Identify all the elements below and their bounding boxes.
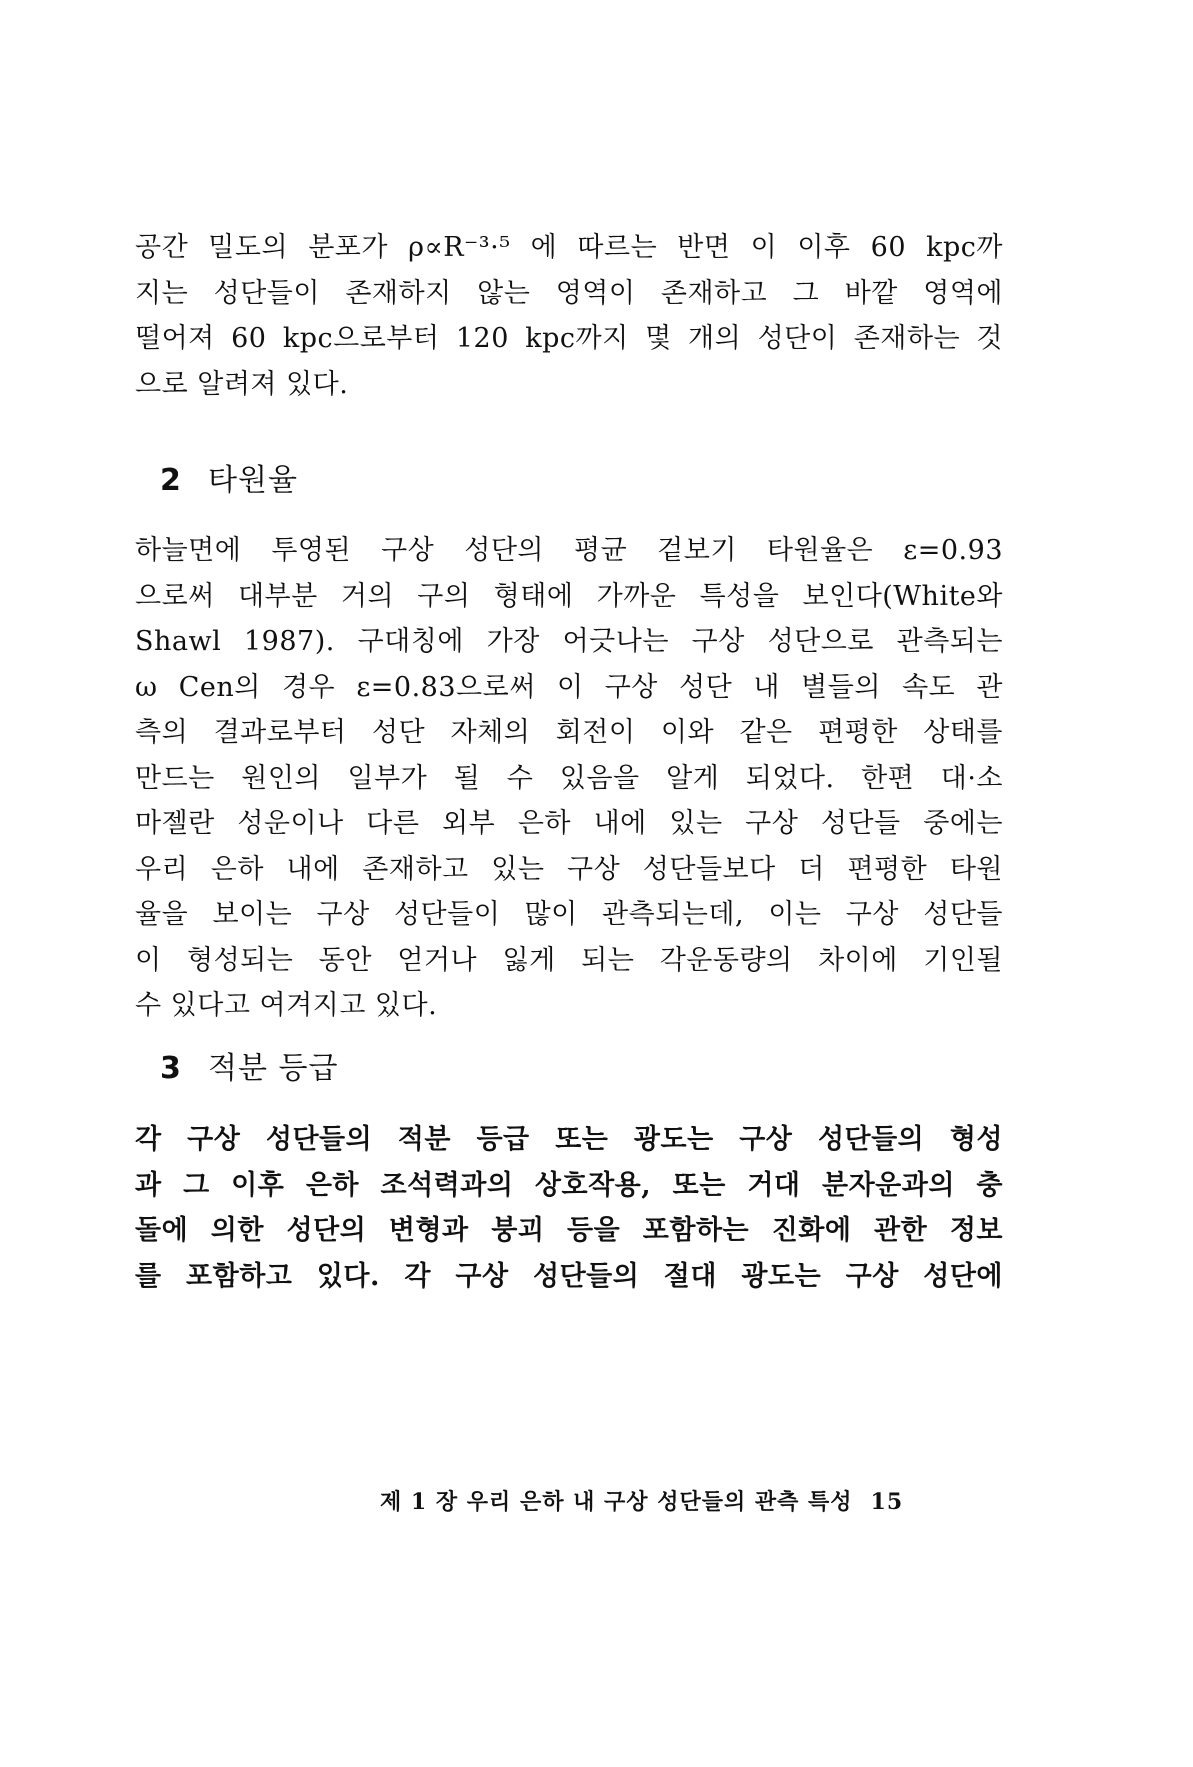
text-line: 를 포함하고 있다. 각 구상 성단들의 절대 광도는 구상 성단에 [135,1260,1003,1292]
text-line: 측의 결과로부터 성단 자체의 회전이 이와 같은 편평한 상태를 [135,717,1003,748]
text-line: 으로 알려져 있다. [135,368,349,400]
text-line: 각 구상 성단들의 적분 등급 또는 광도는 구상 성단들의 형성 [135,1124,1003,1155]
page-number: 15 [870,1489,904,1515]
text-line: 하늘면에 투영된 구상 성단의 평균 겉보기 타원율은 ε=0.93 [135,535,1003,566]
section-heading-ellipticity [160,455,298,499]
text-line: 지는 성단들이 존재하지 않는 영역이 존재하고 그 바깥 영역에 [135,277,1003,309]
text-line: 으로써 대부분 거의 구의 형태에 가까운 특성을 보인다(White와 [135,580,1003,612]
section-number: 2 [160,463,182,498]
paragraph-ellipticity [135,528,1003,1029]
text-line: 이 형성되는 동안 얻거나 잃게 되는 각운동량의 차이에 기인될 [135,944,1003,976]
paragraph-integrated-magnitude [135,1117,1003,1299]
text-line: 과 그 이후 은하 조석력과의 상호작용, 또는 거대 분자운과의 충 [135,1169,1003,1201]
chapter-title: 제 1 장 우리 은하 내 구상 성단들의 관측 특성 [380,1489,853,1515]
text-line: 마젤란 성운이나 다른 외부 은하 내에 있는 구상 성단들 중에는 [135,808,1003,839]
section-heading-integrated-magnitude [160,1043,338,1087]
paragraph-density-distribution [135,225,1003,407]
section-title: 적분 등급 [208,1051,339,1086]
text-line: 떨어져 60 kpc으로부터 120 kpc까지 몇 개의 성단이 존재하는 것 [135,323,1003,354]
text-line: 만드는 원인의 일부가 될 수 있음을 알게 되었다. 한편 대·소 [135,762,1003,794]
page-footer [380,1485,903,1516]
text-line: Shawl 1987). 구대칭에 가장 어긋나는 구상 성단으로 관측되는 [135,626,1003,657]
text-line: ω Cen의 경우 ε=0.83으로써 이 구상 성단 내 별들의 속도 관 [135,671,1003,703]
text-line: 공간 밀도의 분포가 ρ∝R⁻³·⁵ 에 따르는 반면 이 이후 60 kpc까 [135,232,1003,263]
text-line: 돌에 의한 성단의 변형과 붕괴 등을 포함하는 진화에 관한 정보 [135,1215,1003,1246]
text-line: 율을 보이는 구상 성단들이 많이 관측되는데, 이는 구상 성단들 [135,899,1003,930]
text-line: 우리 은하 내에 존재하고 있는 구상 성단들보다 더 편평한 타원 [135,853,1003,885]
section-title: 타원율 [208,463,298,498]
section-number: 3 [160,1051,182,1086]
text-line: 수 있다고 여겨지고 있다. [135,990,438,1021]
